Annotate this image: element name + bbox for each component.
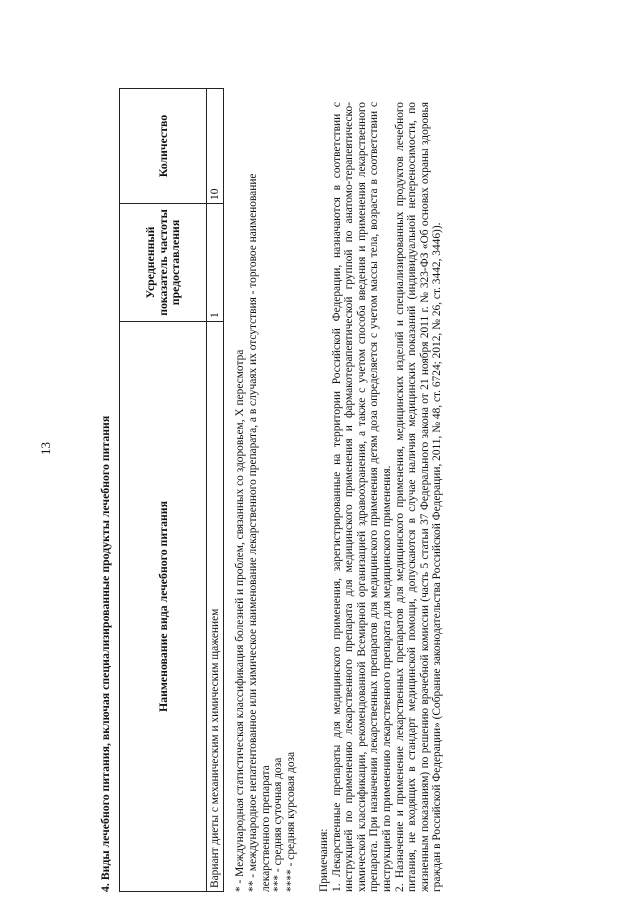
column-header-name: Наименование вида лечебного питания <box>120 322 207 892</box>
footnotes <box>234 102 298 892</box>
column-header-quantity: Количество <box>120 89 207 204</box>
table-cell-name: Вариант диеты с механическим и химическим щажением <box>207 322 224 892</box>
footnote-icd: * - Международная статистическая классификация болезней и проблем, связанных со здоровьем, X пересмотра <box>234 349 246 892</box>
notes <box>318 102 444 892</box>
table-header-row <box>120 89 207 892</box>
note-item-2: 2. Назначение и применение лекарственных препаратов для медицинского применения, медицинских изделий и специализированных продуктов лечебного питания, не входящих в стандарт медицинской помощи, допускаются в случае наличия медицинских показаний (индивидуальной непереносимости, по жизненным показаниям) по решению врачебной комиссии (часть 5 статьи 37 Федерального закона от 21 ноября 2011 г. № 323-ФЗ «Об основах охраны здоровья граждан в Российской Федерации» (Собрание законодательства Российской Федерации, 2011, № 48, ст. 6724; 2012, № 26, ст. 3442, 3446)). <box>393 102 444 892</box>
footnote-course-dose: **** - средняя курсовая доза <box>285 751 298 892</box>
nutrition-table <box>119 88 224 892</box>
note-item-1: 1. Лекарственные препараты для медицинского применения, зарегистрированные на территории Российской Федерации, назначаются в соответствии с инструкцией по применению лекарственного препарата для медицинского применения и фармакотерапевтической группой по анатомо-терапевтическо-химической классификации, рекомендованной Всемирной организацией здравоохранения, а также с учетом способа введения и применения лекарственного препарата. При назначении лекарственных препаратов для медицинского применения детям доза определяется с учетом массы тела, возраста в соответствии с инструкцией по применению лекарственного препарата для медицинского применения. <box>330 102 393 892</box>
table-row <box>207 89 224 892</box>
table-cell-quantity: 10 <box>207 89 224 204</box>
notes-heading: Примечания: <box>317 828 330 892</box>
table-cell-frequency: 1 <box>207 204 224 322</box>
rotated-page-content <box>99 72 444 892</box>
footnote-daily-dose: *** - средняя суточная доза <box>272 757 285 892</box>
column-header-frequency: Усредненный показатель частоты предоставления <box>120 204 207 322</box>
section-title: 4. Виды лечебного питания, включая специализированные продукты лечебного питания <box>98 415 112 892</box>
footnote-drug-name: ** - международное непатентованное или химическое наименование лекарственного препарата, а в случаях их отсутствия - торговое наименование лекарственного препарата <box>246 173 272 892</box>
page-number: 13 <box>38 442 53 455</box>
